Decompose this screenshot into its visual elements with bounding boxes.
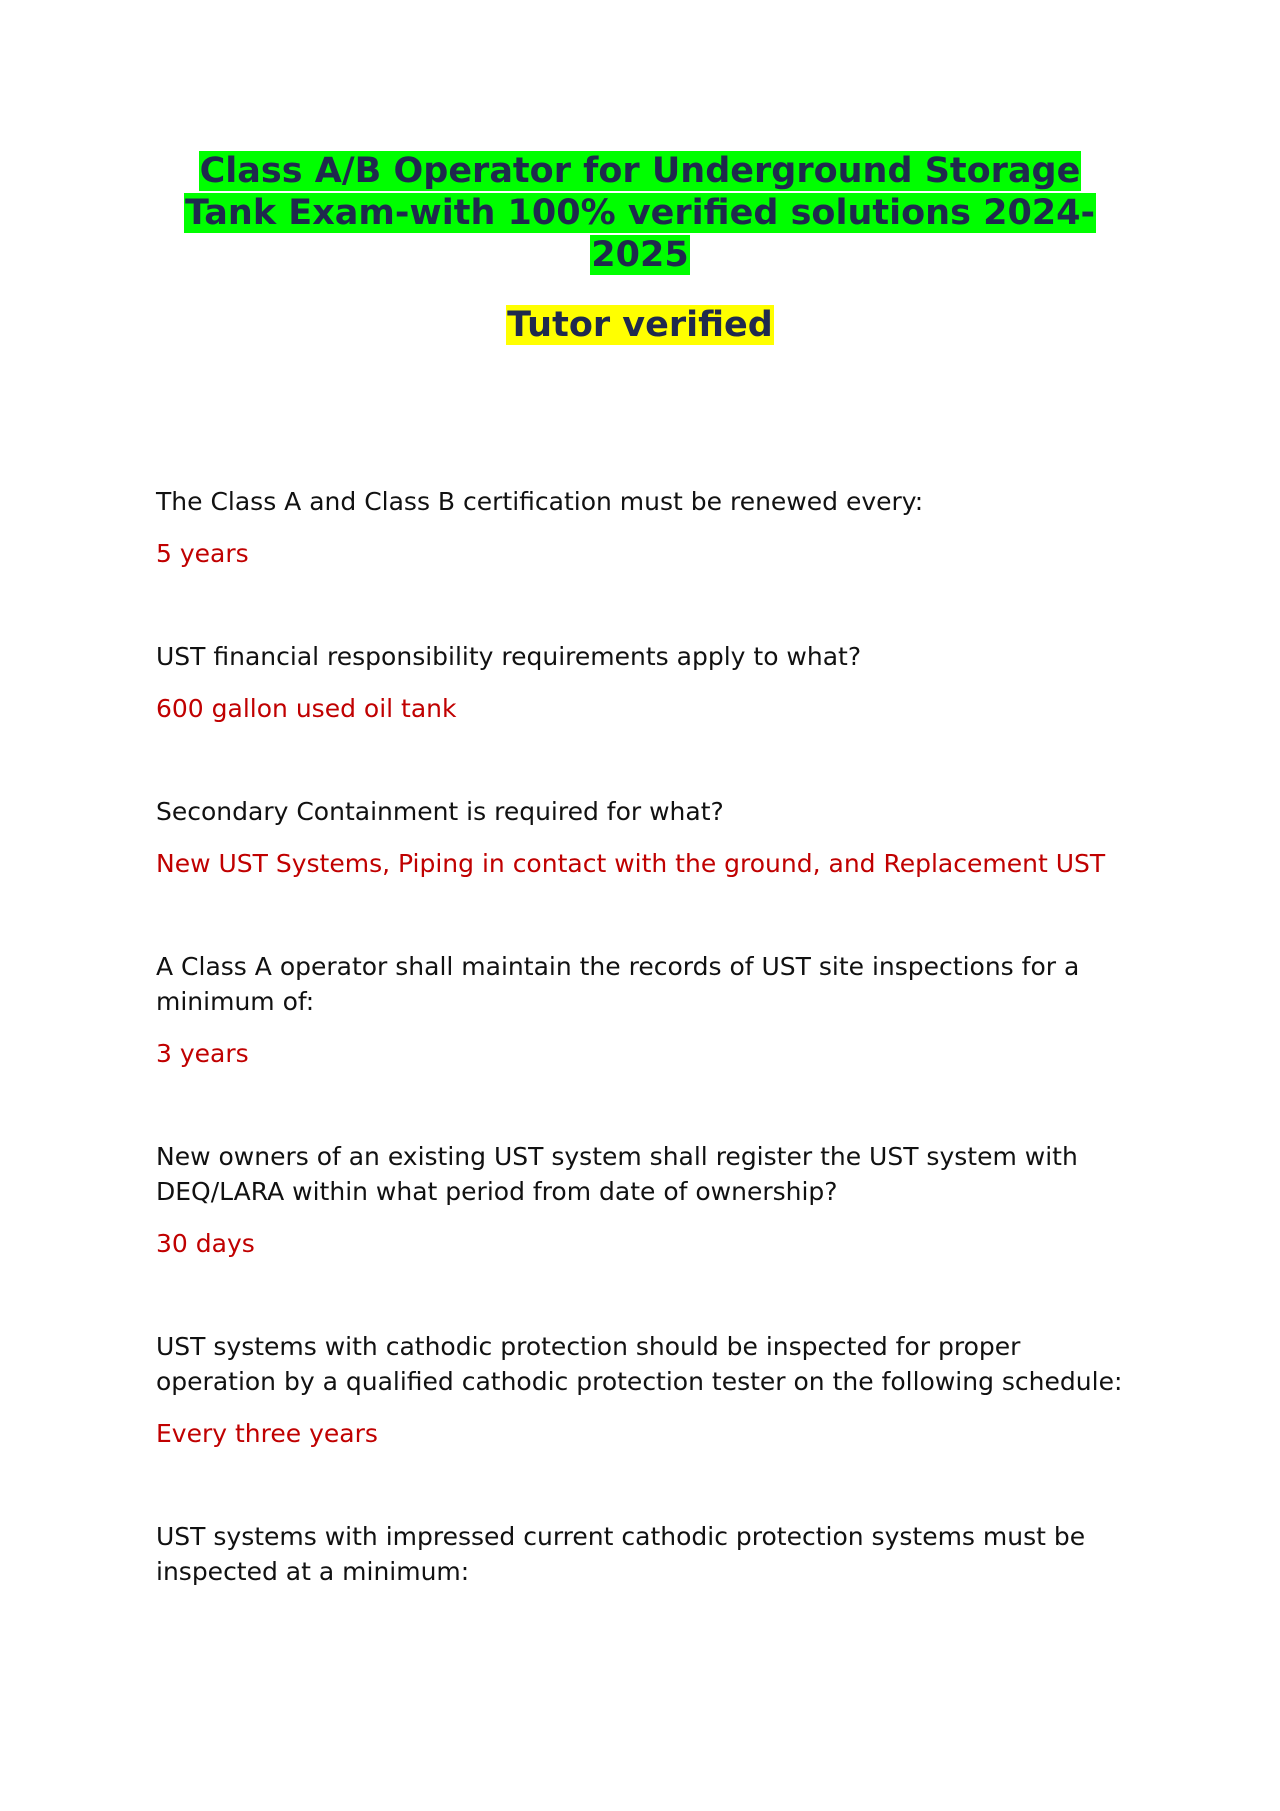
qa-list xyxy=(156,484,1141,1657)
document-subtitle xyxy=(150,304,1130,346)
question-text: UST systems with impressed current cathodic protection systems must be inspected at a minimum: xyxy=(156,1522,1086,1586)
document-subtitle-text: Tutor verified xyxy=(507,305,773,345)
qa-item xyxy=(156,949,1141,1071)
question-text: A Class A operator shall maintain the records of UST site inspections for a minimum of: xyxy=(156,952,1080,1016)
question-text: Secondary Containment is required for what? xyxy=(156,797,724,826)
question-text: UST financial responsibility requirements apply to what? xyxy=(156,642,862,671)
title-block xyxy=(150,150,1130,346)
qa-item xyxy=(156,1329,1141,1451)
document-title-text: Class A/B Operator for Underground Storage Tank Exam-with 100% verified solutions 2024-2025 xyxy=(184,151,1096,275)
qa-item xyxy=(156,794,1141,881)
qa-item xyxy=(156,639,1141,726)
qa-item xyxy=(156,484,1141,571)
answer-text: 30 days xyxy=(156,1229,255,1258)
question-text: New owners of an existing UST system shall register the UST system with DEQ/LARA within what period from date of ownership? xyxy=(156,1142,1078,1206)
answer-text: Every three years xyxy=(156,1419,378,1448)
answer-text: 600 gallon used oil tank xyxy=(156,694,457,723)
answer-text: New UST Systems, Piping in contact with the ground, and Replacement UST xyxy=(156,849,1106,878)
answer-text: 5 years xyxy=(156,539,249,568)
qa-item xyxy=(156,1519,1141,1589)
question-text: The Class A and Class B certification must be renewed every: xyxy=(156,487,924,516)
answer-text: 3 years xyxy=(156,1039,249,1068)
document-title xyxy=(150,150,1130,276)
qa-item xyxy=(156,1139,1141,1261)
question-text: UST systems with cathodic protection should be inspected for proper operation by a qualified cathodic protection tester on the following schedule: xyxy=(156,1332,1123,1396)
